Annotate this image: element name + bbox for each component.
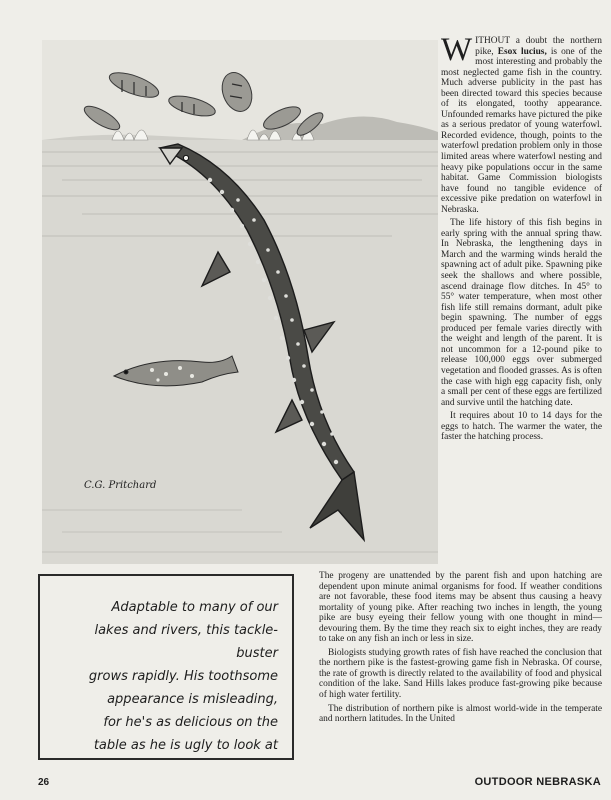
article-paragraph-2: The life history of this fish begins in early spring with the annual spring thaw. In Nebraska, the lengthening days in March and the warming winds herald the spawning act of adult pike. Spawning pike seek the shallows and where possible, ascend drainage flow ditches. In 45° to 55° water temperature, when most other fish life still remains dormant, adult pike begin spawning. The number of eggs produced per female varies directly with the weight and length of the parent. It is not uncommon for a 12-pound pike to release 100,000 eggs over submerged vegetation and flooded grasses. As is often the case with high egg capacity fish, only a small per cent of these eggs are fertilized and survive until the hatching date. [441,218,602,408]
species-name: Esox lucius, [497,46,547,57]
article-paragraph-1: WITHOUT a doubt the northern pike, Esox lucius, is one of the most interesting and probably the most neglected game fish in the country. Much adverse publicity in the past has been directed toward this species because of its elongated, toothy appearance. Unfounded remarks have pictured the pike as a serious predator of young waterfowl. Recorded evidence, though, points to the waterfowl predation problem only in those limited areas where waterfowl nesting and heavy pike populations occur in the same habitat. Game Commission biologists have found no tangible evidence of excessive pike predation on waterfowl in Nebraska. [441,32,602,215]
drop-cap: W [441,32,473,68]
pull-quote-line: lakes and rivers, this tackle-buster [94,623,278,661]
article-paragraph-3-start: It requires about 10 to 14 days for the eggs to hatch. The warmer the water, the faster the hatching process. [441,411,602,443]
article-paragraph-5: The distribution of northern pike is almost world-wide in the temperate and northern latitudes. In the United [319,703,602,725]
magazine-title: OUTDOOR NEBRASKA [474,776,601,788]
pull-quote-line: grows rapidly. His toothsome [88,669,278,684]
pike-illustration [42,40,438,564]
pull-quote-line: Adaptable to many of our [111,600,278,615]
article-paragraph-3-continued: The progeny are unattended by the parent fish and upon hatching are dependent upon minute animal organisms for food. If weather conditions are not favorable, these food items may be absent thus causing a heavy mortality of young pike. After reaching two inches in length, the young pike are busy eyeing their fellow young with one thought in mind—devouring them. By the time they reach six to eight inches, they are ready to take on any fish an inch or less in size. [319,571,602,645]
article-column-bottom [319,571,602,728]
pull-quote-line: for he's as delicious on the [103,715,278,730]
article-paragraph-4: Biologists studying growth rates of fish have reached the conclusion that the northern pike is the fastest-growing game fish in Nebraska. Of course, the rate of growth is directly related to the availability of food and physical condition of the lake. Sand Hills lakes produce fast-growing pike because of high water fertility. [319,647,602,701]
article-column-right [441,32,602,446]
pull-quote-line: appearance is misleading, [107,692,278,707]
pull-quote-line: table as he is ugly to look at [93,738,278,753]
pull-quote-box [38,574,294,760]
artist-signature: C.G. Pritchard [84,480,157,491]
page-number: 26 [38,777,50,788]
northern-pike-illustration [42,40,438,564]
